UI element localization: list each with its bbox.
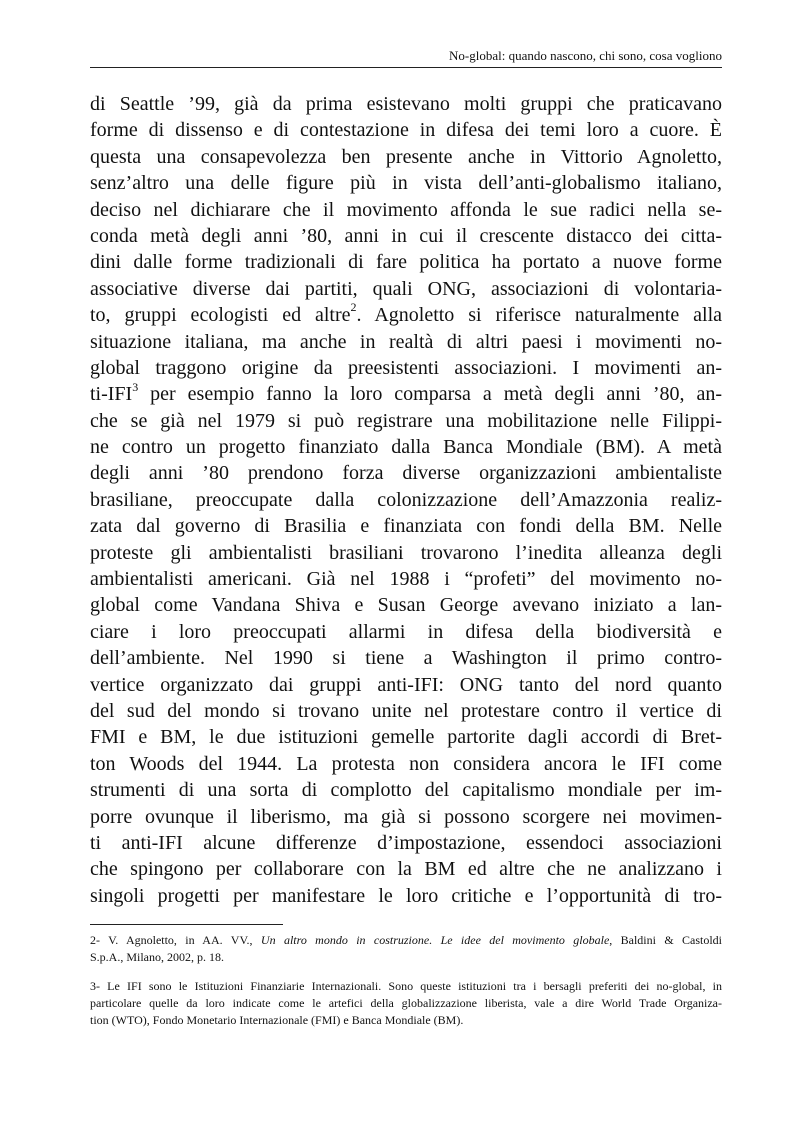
body-line-with-note-3 <box>90 381 722 407</box>
body-text <box>90 91 722 909</box>
body-text-segment: ti-IFI <box>90 383 133 406</box>
footnote-line: 3- Le IFI sono le Istituzioni Finanziarie Internazionali. Sono queste istituzioni tra i bersagli preferiti dei no-global, in <box>90 979 722 993</box>
footnote-rule <box>90 924 283 925</box>
body-line: del sud del mondo si trovano unite nel protestare contro il vertice di <box>90 699 722 722</box>
body-line: forme di dissenso e di contestazione in difesa dei temi loro a cuore. È <box>90 119 722 142</box>
body-line: ciare i loro preoccupati allarmi in difesa della biodiversità e <box>90 620 722 643</box>
header-rule <box>90 67 722 68</box>
footnote-line: particolare quelle da loro indicate come le artefici della globalizzazione liberista, vale a dire World Trade Organiza- <box>90 996 722 1010</box>
body-line: ne contro un progetto finanziato dalla Banca Mondiale (BM). A metà <box>90 436 722 459</box>
footnote-line <box>90 932 722 949</box>
footnote-line: S.p.A., Milano, 2002, p. 18. <box>90 950 225 964</box>
body-line: dell’ambiente. Nel 1990 si tiene a Washington il primo contro- <box>90 647 722 670</box>
body-line: degli anni ’80 prendono forza diverse organizzazioni ambientaliste <box>90 462 722 485</box>
body-line: ton Woods del 1944. La protesta non considera ancora le IFI come <box>90 752 722 775</box>
footnote-ref-3: 3 <box>132 379 139 394</box>
body-line: che se già nel 1979 si può registrare una mobilitazione nelle Filippi- <box>90 409 722 432</box>
body-line: deciso nel dichiarare che il movimento affonda le sue radici nella se- <box>90 198 722 221</box>
body-line-with-note-2 <box>90 302 722 328</box>
body-line: FMI e BM, le due istituzioni gemelle partorite dagli accordi di Bret- <box>90 726 722 749</box>
body-line: di Seattle ’99, già da prima esistevano molti gruppi che praticavano <box>90 93 722 115</box>
footnote-text: 2- V. Agnoletto, in AA. VV., <box>90 933 261 947</box>
footnote-ref-2: 2 <box>350 300 357 315</box>
body-line: vertice organizzato dai gruppi anti-IFI: ONG tanto del nord quanto <box>90 673 722 696</box>
footnote-line: tion (WTO), Fondo Monetario Internazionale (FMI) e Banca Mondiale (BM). <box>90 1013 464 1027</box>
body-text-segment: . Agnoletto si riferisce naturalmente alla <box>356 304 722 327</box>
body-line: zata dal governo di Brasilia e finanziata con fondi della BM. Nelle <box>90 515 722 538</box>
body-text-segment: to, gruppi ecologisti ed altre <box>90 304 351 327</box>
body-line: strumenti di una sorta di complotto del capitalismo mondiale per im- <box>90 779 722 802</box>
body-line: situazione italiana, ma anche in realtà di altri paesi i movimenti no- <box>90 330 722 353</box>
body-line: conda metà degli anni ’80, anni in cui il crescente distacco dei citta- <box>90 224 722 247</box>
body-line: ti anti-IFI alcune differenze d’impostazione, essendoci associazioni <box>90 831 722 854</box>
running-header: No-global: quando nascono, chi sono, cosa vogliono <box>449 48 722 63</box>
body-line: brasiliane, preoccupate dalla colonizzazione dell’Amazzonia realiz- <box>90 488 722 511</box>
footnote-2 <box>90 932 722 966</box>
body-line: global traggono origine da preesistenti associazioni. I movimenti an- <box>90 356 722 379</box>
body-line: questa una consapevolezza ben presente anche in Vittorio Agnoletto, <box>90 145 722 168</box>
footnote-3 <box>90 978 722 1029</box>
body-line: singoli progetti per manifestare le loro critiche e l’opportunità di tro- <box>90 884 722 907</box>
body-line: senz’altro una delle figure più in vista dell’anti-globalismo italiano, <box>90 172 722 195</box>
body-line: ambientalisti americani. Già nel 1988 i “profeti” del movimento no- <box>90 568 722 591</box>
footnote-book-title: Un altro mondo in costruzione. Le idee del movimento globale <box>260 933 610 947</box>
body-line: proteste gli ambientalisti brasiliani trovarono l’inedita alleanza degli <box>90 541 722 564</box>
footnote-text: , Baldini & Castoldi <box>609 933 723 947</box>
body-line: dini dalle forme tradizionali di fare politica ha portato a nuove forme <box>90 251 722 274</box>
body-line: porre ovunque il liberismo, ma già si possono scorgere nei movimen- <box>90 805 722 828</box>
body-line: che spingono per collaborare con la BM ed altre che ne analizzano i <box>90 858 722 881</box>
body-line: global come Vandana Shiva e Susan George avevano iniziato a lan- <box>90 594 722 617</box>
body-text-segment: per esempio fanno la loro comparsa a metà degli anni ’80, an- <box>138 383 722 406</box>
body-line: associative diverse dai partiti, quali ONG, associazioni di volontaria- <box>90 277 722 300</box>
